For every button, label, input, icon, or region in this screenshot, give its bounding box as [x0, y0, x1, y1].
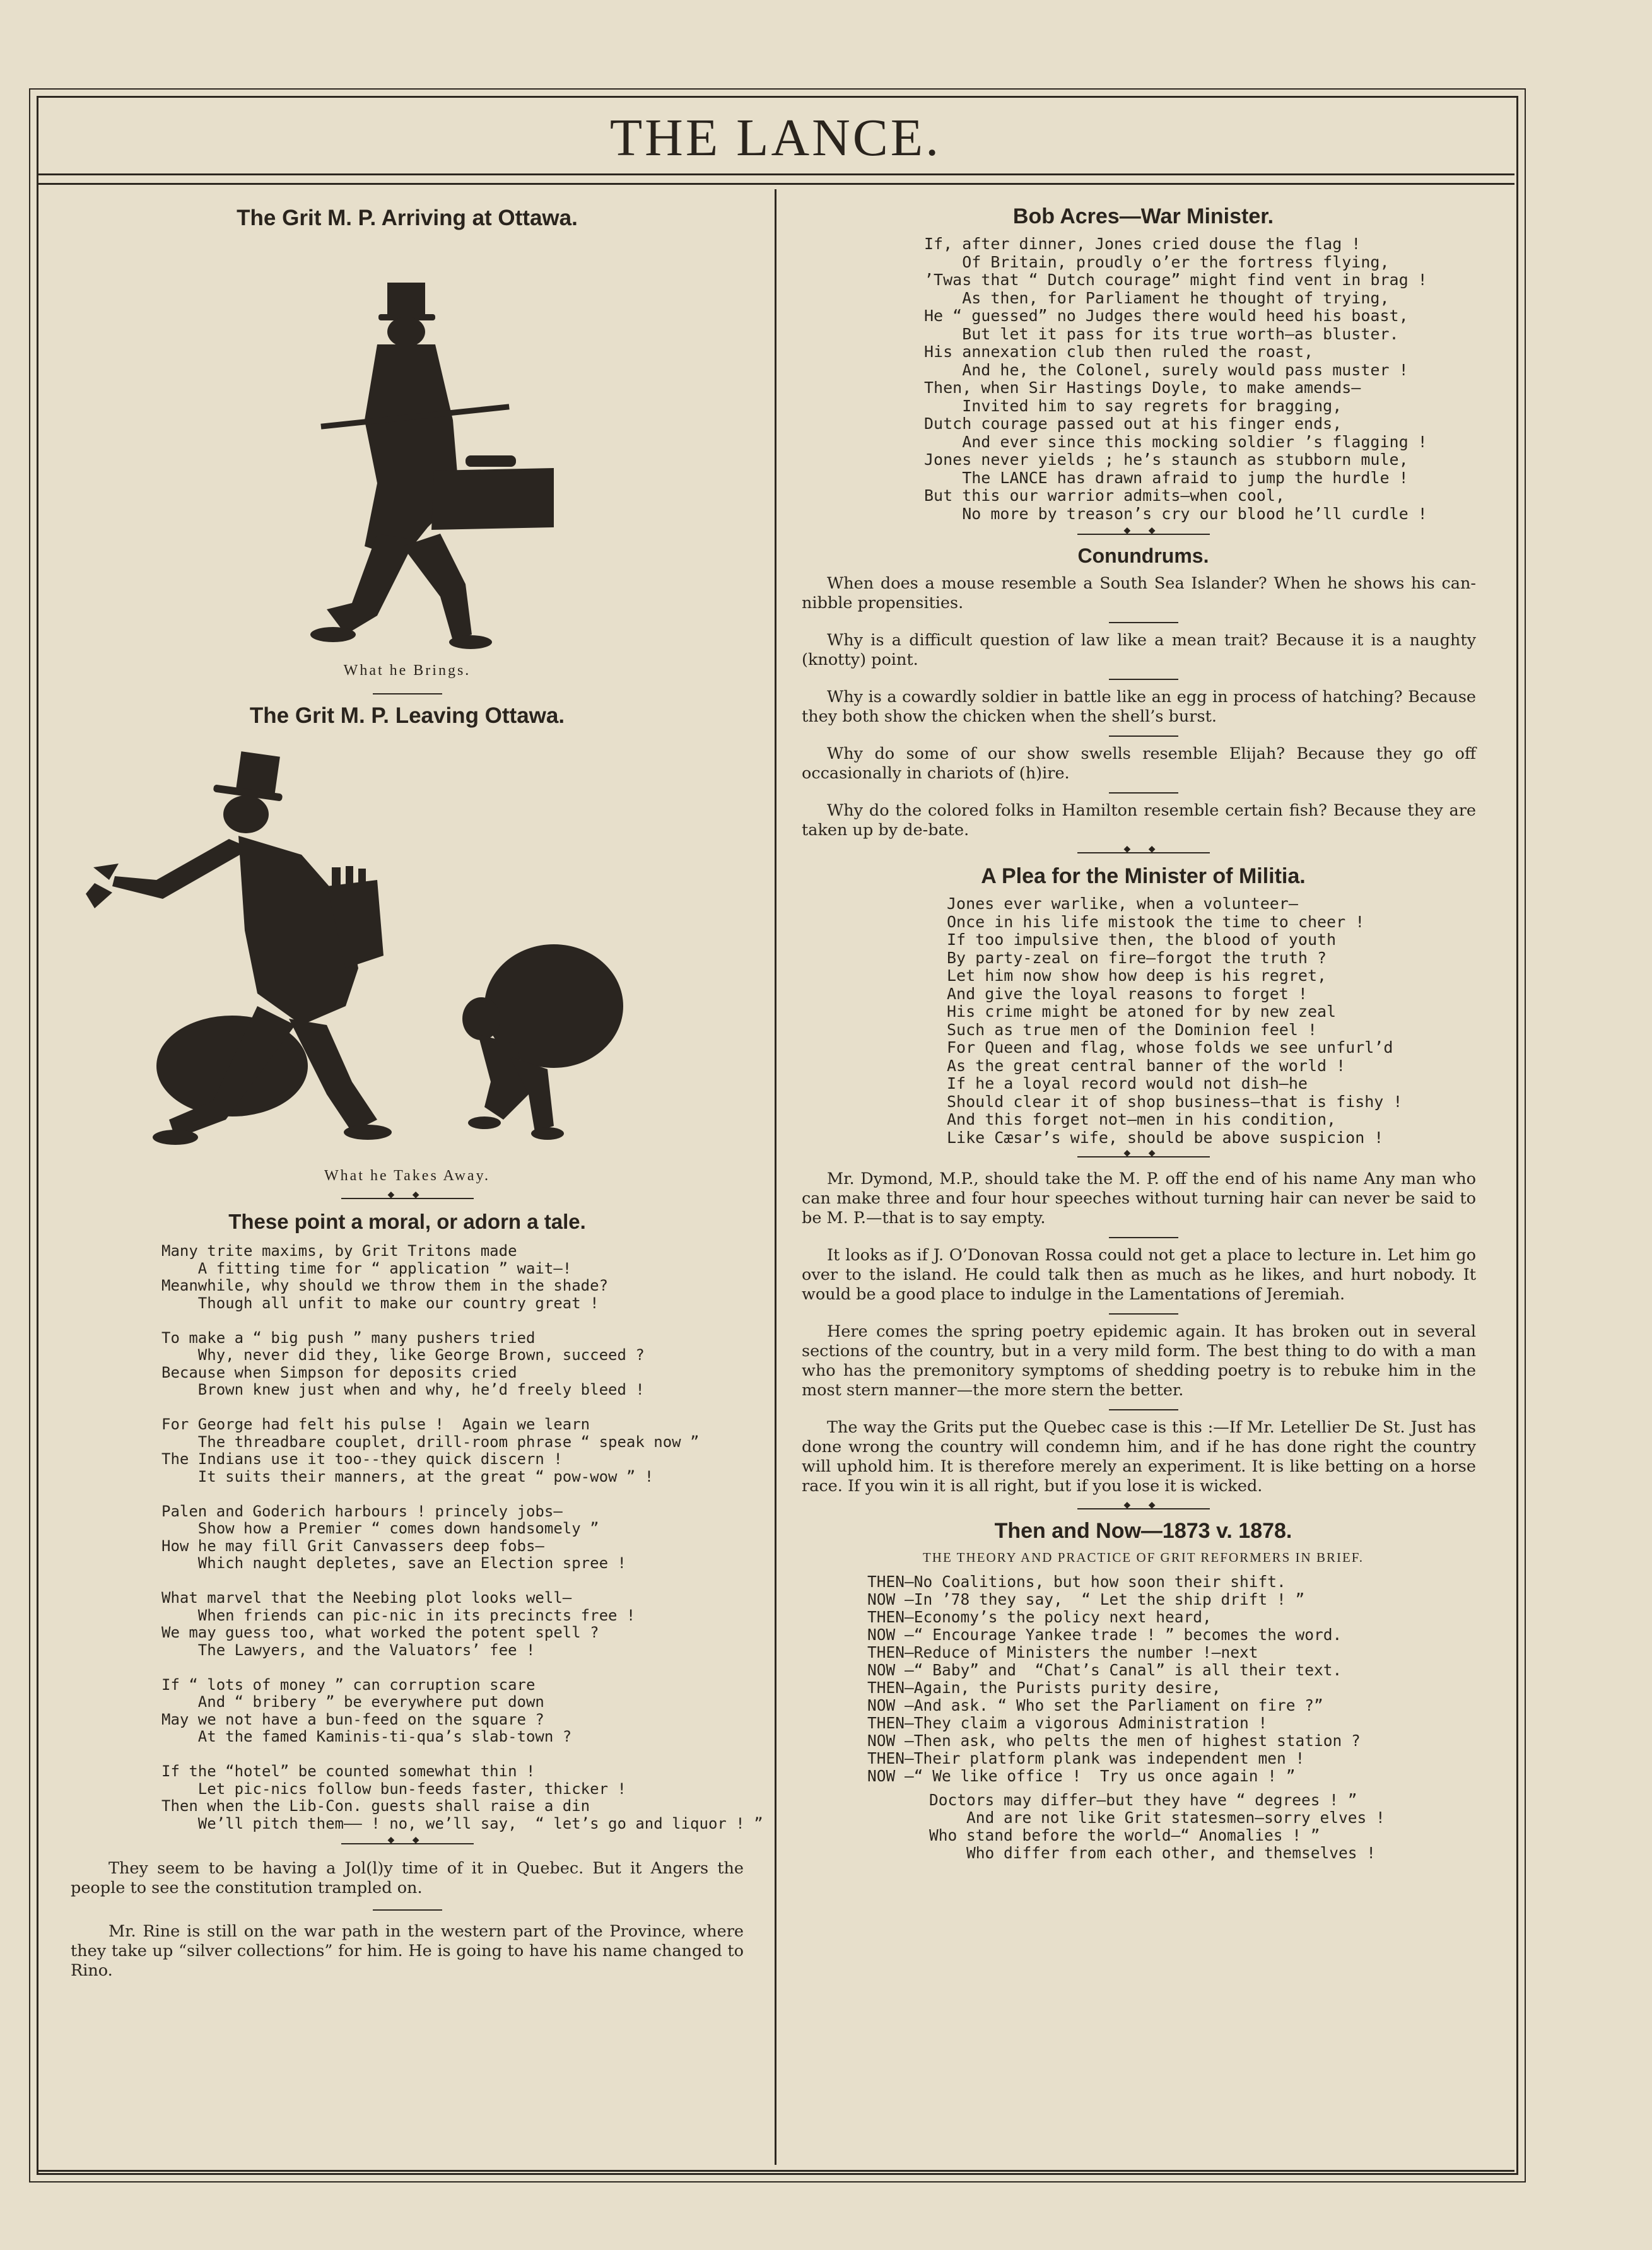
moral-poem: Many trite maxims, by Grit Tritons made A fitting time for “ application ” wait—! Meanwhile, why should we throw them in the shade? Though all unfit to make our country great ! To make a “ big push ” many pushers tried Why, never did they, like George Brown, succeed ? Because when Simpson for deposits cried Brown knew just when and why, he’d freely bleed ! For George had felt his pulse ! Again we learn The threadbare couplet, drill-room phrase “ speak now ” The Indians use it too--they quick discern ! It suits their manners, at the great “ pow-wow ” ! Palen and Goderich harbours ! princely jobs— Show how a Premier “ comes down handsomely ” How he may fill Grit Canvassers deep fobs— Which naught depletes, save an Election spree ! What marvel that the Neebing plot looks well— When friends can pic-nic in its precincts free ! We may guess too, what worked the potent spell ? The Lawyers, and the Valuators’ fee ! If “ lots of money ” can corruption scare And “ bribery ” be everywhere put down May we not have a bun-feed on the square ? At the famed Kaminis-ti-qua’s slab-town ? If the “hotel” be counted somewhat thin ! Let pic-nics follow bun-feeds faster, thicker ! Then when the Lib-Con. guests shall raise a din We’ll pitch them—— ! no, we’ll say, “ let’s go and liquor ! ” [161, 1242, 763, 1832]
quebec-case-note: The way the Grits put the Quebec case is this :—If Mr. Letellier De St. Just has done wrong the country will condemn him, and if he has done right the country will uphold him. It is therefore merely an experiment. It is like betting on a horse race. If you win it is all right, but if you lose it is wicked. [802, 1418, 1476, 1496]
ornament-rule [341, 1839, 474, 1849]
conundrums-title: Conundrums. [1077, 544, 1209, 567]
plea-poem: Jones ever warlike, when a volunteer— Once in his life mistook the time to cheer ! If too impulsive then, the blood of youth By party-zeal on fire—forgot the truth ? Let him now show how deep is his regret, And give the loyal reasons to forget ! His crime might be atoned for by new zeal Such as true men of the Dominion feel ! For Queen and flag, whose folds we see unfurl’d As the great central banner of the world ! If he a loyal record would not dish—he Should clear it of shop business—that is fishy ! And this forget not—men in his condition, Like Cæsar’s wife, should be above suspicion ! [947, 894, 1403, 1147]
section-rule [373, 693, 442, 694]
leaving-title: The Grit M. P. Leaving Ottawa. [249, 703, 565, 728]
ornament-rule [1077, 1152, 1210, 1162]
section-rule [1109, 735, 1178, 737]
quebec-note: They seem to be having a Jol(l)y time of it in Quebec. But it Angers the people to see the constitution trampled on. [71, 1859, 744, 1897]
section-rule [1109, 1237, 1178, 1238]
moral-title: These point a moral, or adorn a tale. [228, 1210, 586, 1233]
then-now-subtitle: THE THEORY AND PRACTICE OF GRIT REFORMERS IN BRIEF. [922, 1550, 1364, 1565]
rossa-note: It looks as if J. O’Donovan Rossa could not get a place to lecture in. Let him go over to the island. He could talk then as much as he likes, and hurt nobody. It would be a good place to indulge in the Lamentations of Jeremiah. [802, 1246, 1476, 1304]
section-rule [373, 1909, 442, 1911]
left-column [49, 196, 765, 1981]
bottom-rule [37, 2170, 1514, 2172]
masthead-rule [37, 173, 1514, 175]
bob-acres-title: Bob Acres—War Minister. [1012, 204, 1274, 228]
arriving-caption: What he Brings. [343, 662, 471, 679]
column-divider [775, 189, 776, 2165]
conundrum-item: Why is a cowardly soldier in battle like an egg in process of hatching? Because they both show the chicken when the shell’s burst. [802, 688, 1476, 726]
section-rule [1109, 679, 1178, 680]
leaving-caption: What he Takes Away. [324, 1168, 491, 1184]
ornament-rule [1077, 1504, 1210, 1514]
plea-title: A Plea for the Minister of Militia. [981, 864, 1306, 888]
conundrum-item: Why do some of our show swells resemble Elijah? Because they go off occasionally in chariots of (h)ire. [802, 744, 1476, 783]
arriving-title: The Grit M. P. Arriving at Ottawa. [237, 206, 578, 230]
conundrum-item: Why do the colored folks in Hamilton resemble certain fish? Because they are taken up by de-bate. [802, 801, 1476, 840]
masthead-rule-lower [37, 183, 1514, 185]
ornament-rule [1077, 848, 1210, 858]
right-column [785, 196, 1501, 1862]
section-rule [1109, 792, 1178, 794]
conundrum-item: Why is a difficult question of law like a mean trait? Because it is a naughty (knotty) point. [802, 631, 1476, 669]
then-now-title: Then and Now—1873 v. 1878. [994, 1519, 1292, 1543]
silhouette-man-with-bags-and-porter-icon [49, 729, 765, 1170]
section-rule [1109, 1409, 1178, 1410]
ornament-rule [1077, 529, 1210, 539]
silhouette-man-with-satchel-icon [49, 231, 765, 666]
conundrum-item: When does a mouse resemble a South Sea Islander? When he shows his can-nibble propensities. [802, 574, 1476, 612]
section-rule [1109, 622, 1178, 623]
ornament-rule [341, 1193, 474, 1204]
poetry-note: Here comes the spring poetry epidemic again. It has broken out in several sections of the country, but in a very mild form. The best thing to do with a man who has the premonitory symptoms of shedding poetry is to rebuke him in the most stern manner—the more stern the better. [802, 1322, 1476, 1400]
then-now-closing: Doctors may differ—but they have “ degrees ! ” And are not like Grit statesmen—sorry elves ! Who stand before the world—“ Anomalies ! ” Who differ from each other, and themselves ! [929, 1791, 1385, 1862]
section-rule [1109, 1313, 1178, 1315]
bob-acres-poem: If, after dinner, Jones cried douse the flag ! Of Britain, proudly o’er the fortress flying, ’Twas that “ Dutch courage” might find vent in brag ! As then, for Parliament he thought of trying, He “ guessed” no Judges there would heed his boast, But let it pass for its true worth—as bluster. His annexation club then ruled the roast, And he, the Colonel, surely would pass muster ! Then, when Sir Hastings Doyle, to make amends— Invited him to say regrets for bragging, Dutch courage passed out at his finger ends, And ever since this mocking soldier ’s flagging ! Jones never yields ; he’s staunch as stubborn mule, The LANCE has drawn afraid to jump the hurdle ! But this our warrior admits—when cool, No more by treason’s cry our blood he’ll curdle ! [924, 235, 1427, 523]
dymond-note: Mr. Dymond, M.P., should take the M. P. off the end of his name Any man who can make three and four hour speeches without turning hair can never be said to be M. P.—that is to say empty. [802, 1169, 1476, 1228]
then-now-poem: THEN—No Coalitions, but how soon their shift. NOW —In ’78 they say, “ Let the ship drift ! ” THEN—Economy’s the policy next heard, NOW —“ Encourage Yankee trade ! ” becomes the word. THEN—Reduce of Ministers the number !—next NOW —“ Baby” and “Chat’s Canal” is all their text. THEN—Again, the Purists purity desire, NOW —And ask. “ Who set the Parliament on fire ?” THEN—They claim a vigorous Administration ! NOW —Then ask, who pelts the men of highest station ? THEN—Their platform plank was independent men ! NOW —“ We like office ! Try us once again ! ” [867, 1573, 1361, 1785]
masthead: THE LANCE. [609, 108, 942, 167]
rine-note: Mr. Rine is still on the war path in the western part of the Province, where they take up “silver collections” for him. He is going to have his name changed to Rino. [71, 1922, 744, 1980]
